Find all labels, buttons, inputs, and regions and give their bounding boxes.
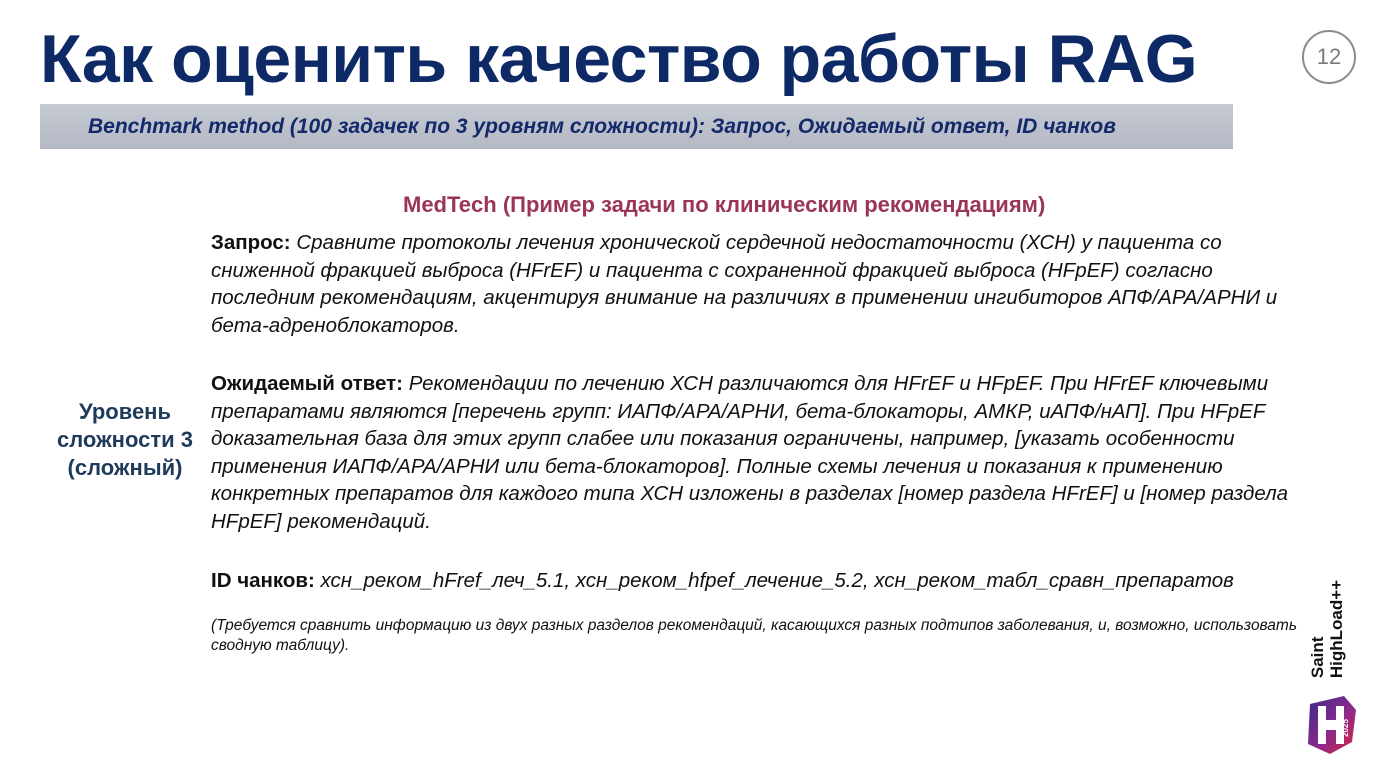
level-line-1: Уровень [78, 399, 171, 424]
logo-line-1: Saint [1308, 636, 1327, 679]
page-number: 12 [1316, 44, 1342, 69]
logo-line-2: HighLoad++ [1327, 579, 1346, 679]
level-line-2: сложности 3 [57, 427, 193, 452]
query-label: Запрос: [211, 231, 291, 254]
page-number-badge [1302, 30, 1356, 84]
svg-text:2025: 2025 [1341, 719, 1350, 737]
expected-answer-text: Рекомендации по лечению ХСН различаются для HFrEF и HFpEF. При HFrEF ключевыми препаратами являются [перечень групп: ИАПФ/АРА/АРНИ, бета-блокаторы, АМКР, иАПФ/нАП]. При HFpEF доказательная база для этих групп слабее или показания ограничены, например, [указать особенности применения ИАПФ/АРА/АРНИ или бета-блокаторов]. Полные схемы лечения и показания к применению конкретных препаратов для каждого типа ХСН изложены в разделах [номер раздела HFrEF] и [номер раздела HFpEF] рекомендаций. [211, 372, 1289, 533]
subtitle-text: Benchmark method (100 задачек по 3 уровням сложности): Запрос, Ожидаемый ответ, ID чанков [88, 114, 1116, 138]
section-title: MedTech (Пример задачи по клиническим рекомендациям) [403, 192, 1046, 217]
expected-answer-block [211, 370, 1321, 535]
slide-title: Как оценить качество работы RAG [40, 21, 1198, 97]
query-block [211, 229, 1321, 339]
expected-answer-label: Ожидаемый ответ: [211, 372, 403, 395]
chunk-ids-label: ID чанков: [211, 569, 315, 592]
highload-logo-text [1305, 570, 1349, 688]
highload-badge-icon [1304, 694, 1358, 756]
query-text: Сравните протоколы лечения хронической сердечной недостаточности (ХСН) у пациента со сниженной фракцией выброса (HFrEF) и пациента с сохраненной фракцией выброса (HFpEF) согласно последним рекомендациям, акцентируя внимание на различиях в применении ингибиторов АПФ/АРА/АРНИ и бета-адреноблокаторов. [211, 231, 1278, 337]
note-text: (Требуется сравнить информацию из двух разных разделов рекомендаций, касающихся разных подтипов заболевания, и, возможно, использовать сводную таблицу). [211, 617, 1297, 654]
chunk-ids-block [211, 567, 1321, 595]
chunk-ids-text: хсн_реком_hFref_леч_5.1, хсн_реком_hfpef_лечение_5.2, хсн_реком_табл_сравн_препаратов [320, 569, 1234, 592]
subtitle-bar [40, 104, 1233, 149]
difficulty-level [40, 398, 210, 482]
level-line-3: (сложный) [67, 455, 183, 480]
